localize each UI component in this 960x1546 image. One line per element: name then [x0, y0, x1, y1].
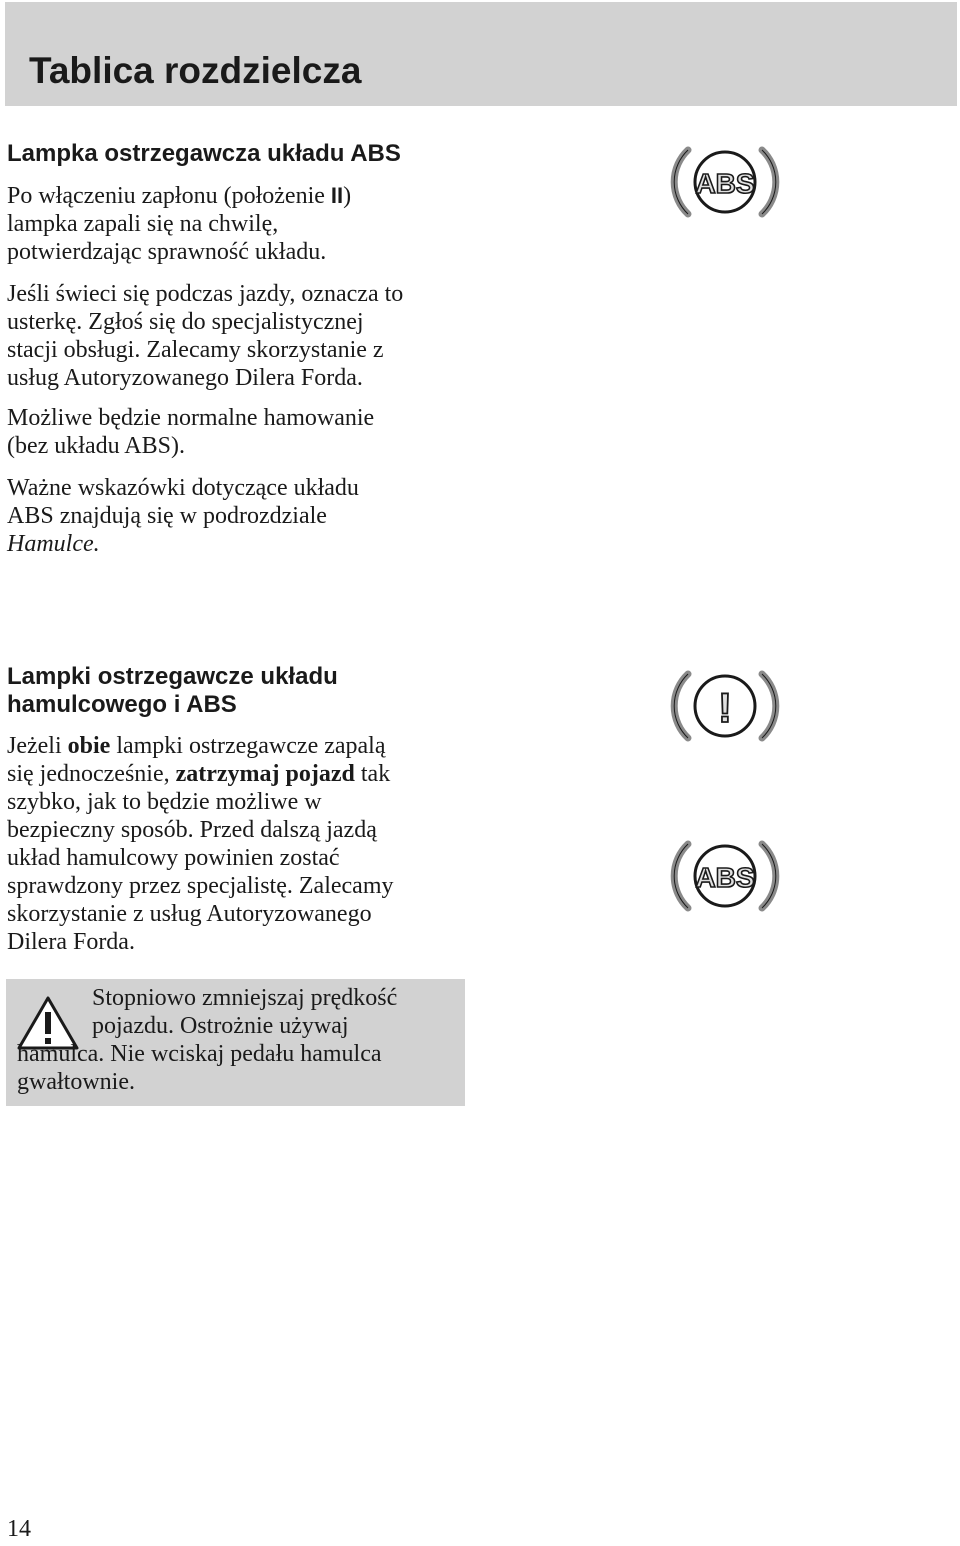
abs-warning-lamp-icon: [666, 138, 784, 226]
page-number: 14: [7, 1516, 31, 1542]
emphasis-both: obie: [67, 733, 111, 759]
text: lampki ostrzegawcze zapalą: [110, 733, 386, 759]
brakes-section-reference: Hamulce.: [7, 531, 100, 557]
paragraph-fault: [7, 280, 477, 392]
text: skorzystanie z usług Autoryzowanego: [7, 901, 372, 927]
text: Po włączeniu zapłonu (położenie: [7, 183, 331, 209]
text: lampka zapali się na chwilę,: [7, 211, 279, 237]
text: usterkę. Zgłoś się do specjalistycznej: [7, 309, 364, 335]
page-title: Tablica rozdzielcza: [29, 50, 362, 91]
text: szybko, jak to będzie możliwe w: [7, 789, 322, 815]
text: gwałtownie.: [17, 1069, 135, 1095]
text: tak: [354, 761, 391, 787]
text: stacji obsługi. Zalecamy skorzystanie z: [7, 337, 384, 363]
text: ): [343, 183, 352, 209]
text: Stopniowo zmniejszaj prędkość: [92, 985, 398, 1011]
emphasis-stop-vehicle: zatrzymaj pojazd: [175, 761, 355, 787]
text: Lampki ostrzegawcze układu: [7, 663, 338, 690]
text: hamulca. Nie wciskaj pedału hamulca: [17, 1041, 382, 1067]
paragraph-normal-braking: [7, 404, 477, 460]
paragraph-ignition: [7, 182, 477, 266]
text: hamulcowego i ABS: [7, 691, 237, 718]
text: bezpieczny sposób. Przed dalszą jazdą: [7, 817, 377, 843]
section-heading-brake-abs: [7, 663, 338, 719]
abs-icon-label: ABS: [695, 168, 755, 199]
text: Ważne wskazówki dotyczące układu: [7, 475, 359, 501]
text: Dilera Forda.: [7, 929, 135, 955]
warning-box: [6, 979, 465, 1106]
text: usług Autoryzowanego Dilera Forda.: [7, 365, 363, 391]
abs-warning-lamp-icon-2: [666, 832, 784, 920]
text: ABS znajdują się w podrozdziale: [7, 503, 327, 529]
warning-text-top: [92, 984, 397, 1040]
paragraph-reference: [7, 474, 477, 558]
text: potwierdzając sprawność układu.: [7, 239, 327, 265]
text: się jednocześnie,: [7, 761, 176, 787]
text: sprawdzony przez specjalistę. Zalecamy: [7, 873, 394, 899]
brake-icon-label: !: [718, 684, 732, 731]
brake-warning-lamp-icon: [666, 662, 784, 750]
text: Jeśli świeci się podczas jazdy, oznacza to: [7, 281, 404, 307]
text: układ hamulcowy powinien zostać: [7, 845, 340, 871]
ignition-position-symbol: II: [330, 183, 344, 208]
text: Jeżeli: [7, 733, 68, 759]
section-heading-abs: Lampka ostrzegawcza układu ABS: [7, 140, 401, 167]
text: Możliwe będzie normalne hamowanie: [7, 405, 375, 431]
abs-icon-label-2: ABS: [695, 862, 755, 893]
text: pojazdu. Ostrożnie używaj: [92, 1013, 349, 1039]
text: (bez układu ABS).: [7, 433, 185, 459]
page-header: [5, 2, 957, 106]
paragraph-both-lamps: [7, 732, 477, 956]
warning-text-bottom: [17, 1040, 382, 1096]
